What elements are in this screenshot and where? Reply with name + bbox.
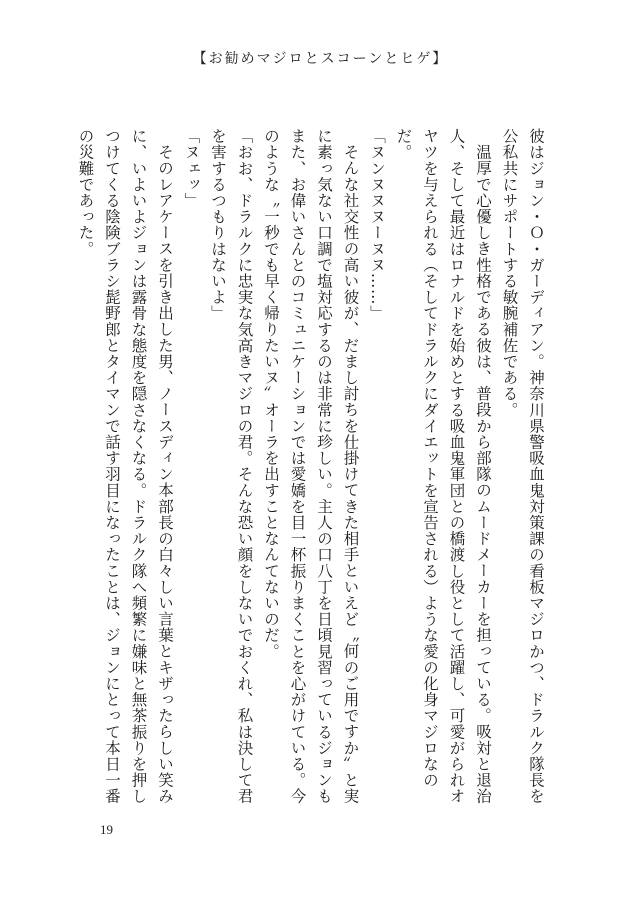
dialogue-line: 「ヌェッ」 xyxy=(182,128,201,209)
dialogue-line: 「ヌンヌヌヌーヌヌ……」 xyxy=(368,128,386,322)
paragraph: 温厚で心優しき性格である彼は、普段から部隊のムードメーカーを担っている。吸対と退治人、そして最近はロナルドを始めとする吸血鬼軍団との橋渡し役として活躍し、可愛がられオヤツを与えられる（そしてドラルクにダイエットを宣告される）ような愛の化身マジロなのだ。 xyxy=(394,128,492,805)
dialogue-line: 「おお、ドラルクに忠実な気高きマジロの君。そんな恐い顔をしないでおくれ、私は決して君を害するつもりはないよ」 xyxy=(209,128,254,805)
paragraph: そんな社交性の高い彼が、だまし討ちを仕掛けてきた相手といえど〝何のご用ですか〟と実に素っ気ない口調で塩対応するのは非常に珍しい。主人の口八丁を日頃見習っているジョンもまた、お偉いさんとのコミュニケーションでは愛嬌を目一杯振りまくことを心がけている。今のような〝一秒でも早く帰りたいヌ〟オーラを出すことなんてないのだ。 xyxy=(262,128,360,805)
chapter-title: 【お勧めマジロとスコーンとヒゲ】 xyxy=(192,51,449,67)
body-text xyxy=(59,128,549,818)
paragraph: そのレアケースを引き出した男、ノースディン本部長の白々しい言葉とキザったらしい笑みに、いよいよジョンは露骨な態度を隠さなくなる。ドラルク隊へ頻繁に嫌味と無茶振りを押しつけてくる陰険ブラシ髭野郎とタイマンで話す羽目になったことは、ジョンにとって本日一番の災難であった。 xyxy=(76,128,174,805)
paragraph: 彼はジョン・Ｏ・ガーディアン。神奈川県警吸血鬼対策課の看板マジロかつ、ドラルク隊長を公私共にサポートする敏腕補佐である。 xyxy=(500,128,545,805)
page-number: 19 xyxy=(100,822,113,837)
